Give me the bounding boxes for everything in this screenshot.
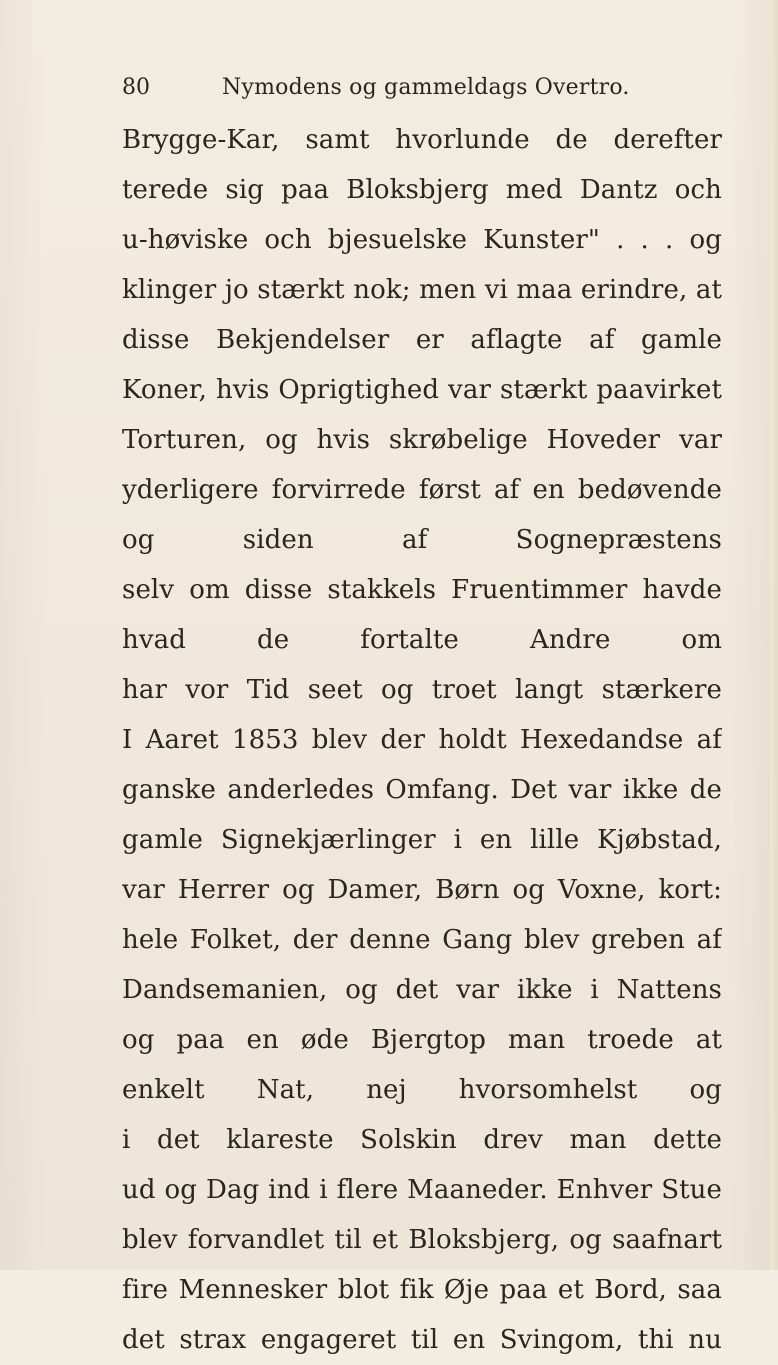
text-line: yderligere forvirrede først af en bedøvende — [122, 475, 722, 505]
text-line: hvad de fortalte Andre om — [122, 625, 722, 655]
text-line: i det klareste Solskin drev man dette — [122, 1125, 722, 1155]
text-line: Dandsemanien, og det var ikke i Nattens — [122, 975, 722, 1005]
text-line: disse Bekjendelser er aflagte af gamle — [122, 325, 722, 355]
text-line: Brygge-Kar, samt hvorlunde de derefter — [122, 125, 722, 155]
text-line: Koner, hvis Oprigtighed var stærkt paavirket — [122, 375, 722, 405]
text-line: ud og Dag ind i flere Maaneder. Enhver Stue — [122, 1175, 722, 1205]
text-line: enkelt Nat, nej hvorsomhelst og — [122, 1075, 722, 1105]
text-line: fire Mennesker blot fik Øje paa et Bord, saa — [122, 1275, 722, 1305]
text-line: terede sig paa Bloksbjerg med Dantz och — [122, 175, 722, 205]
page-edge — [770, 0, 778, 1270]
text-line: klinger jo stærkt nok; men vi maa erindre, at — [122, 275, 722, 305]
body-text — [122, 115, 722, 1365]
text-line: var Herrer og Damer, Børn og Voxne, kort: — [122, 875, 722, 905]
text-line: Torturen, og hvis skrøbelige Hoveder var — [122, 425, 722, 455]
text-line: gamle Signekjærlinger i en lille Kjøbstad, — [122, 825, 722, 855]
text-line: ganske anderledes Omfang. Det var ikke de — [122, 775, 722, 805]
text-line: hele Folket, der denne Gang blev greben af — [122, 925, 722, 955]
text-line: u-høviske och bjesuelske Kunster" . . . og — [122, 225, 722, 255]
text-line: og siden af Sognepræstens — [122, 525, 722, 555]
running-head: Nymodens og gammeldags Overtro. — [222, 75, 630, 100]
page-number: 80 — [122, 75, 150, 100]
text-line: blev forvandlet til et Bloksbjerg, og saafnart — [122, 1225, 722, 1255]
text-line: det strax engageret til en Svingom, thi nu — [122, 1325, 722, 1355]
text-line: og paa en øde Bjergtop man troede at — [122, 1025, 722, 1055]
text-line: I Aaret 1853 blev der holdt Hexedandse af — [122, 725, 722, 755]
text-line: selv om disse stakkels Fruentimmer havde — [122, 575, 722, 605]
page-header — [122, 70, 642, 106]
text-line: har vor Tid seet og troet langt stærkere — [122, 675, 722, 705]
